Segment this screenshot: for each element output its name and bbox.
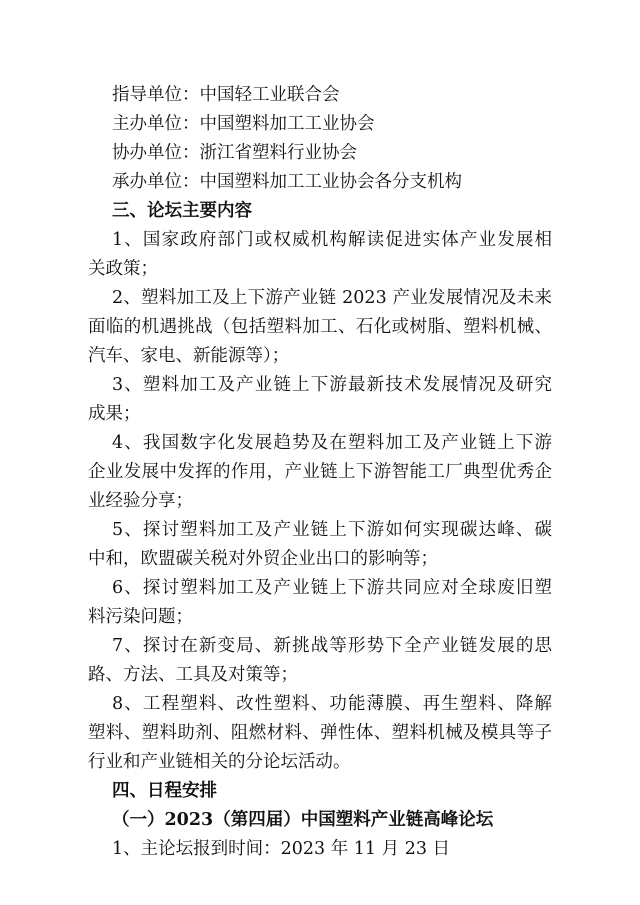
list-item-line: 业经验分享；: [88, 491, 193, 511]
list-item-line: 面临的机遇挑战（包括塑料加工、石化或树脂、塑料机械、: [88, 317, 552, 337]
section-heading-4: 四、日程安排: [112, 781, 217, 801]
subsection-heading: （一）2023（第四届）中国塑料产业链高峰论坛: [112, 810, 494, 830]
list-item-line: 料污染问题；: [88, 607, 193, 627]
organizer-label: 主办单位：: [112, 114, 200, 134]
organizer-value: 中国轻工业联合会: [199, 85, 340, 105]
list-item-line: 汽车、家电、新能源等）；: [88, 346, 290, 366]
list-item-line: 2、塑料加工及上下游产业链 2023 产业发展情况及未来: [112, 288, 552, 308]
organizer-host: [112, 112, 375, 136]
organizer-co-host: [112, 141, 357, 165]
organizer-label: 协办单位：: [112, 143, 200, 163]
schedule-item: 1、主论坛报到时间：2023 年 11 月 23 日: [112, 839, 451, 859]
organizer-value: 中国塑料加工工业协会: [199, 114, 375, 134]
list-item-line: 7、探讨在新变局、新挑战等形势下全产业链发展的思: [112, 636, 552, 656]
organizer-guide: [112, 83, 340, 107]
list-item-line: 6、探讨塑料加工及产业链上下游共同应对全球废旧塑: [112, 578, 552, 598]
list-item-line: 8、工程塑料、改性塑料、功能薄膜、再生塑料、降解: [112, 694, 552, 714]
list-item-line: 企业发展中发挥的作用，产业链上下游智能工厂典型优秀企: [88, 462, 552, 482]
list-item-line: 塑料、塑料助剂、阻燃材料、弹性体、塑料机械及模具等子: [88, 723, 552, 743]
list-item-line: 5、探讨塑料加工及产业链上下游如何实现碳达峰、碳: [112, 520, 552, 540]
organizer-label: 指导单位：: [112, 85, 200, 105]
organizer-undertaker: [112, 170, 462, 194]
organizer-value: 浙江省塑料行业协会: [199, 143, 357, 163]
list-item-line: 路、方法、工具及对策等；: [88, 665, 298, 685]
organizer-label: 承办单位：: [112, 172, 200, 192]
list-item-line: 3、塑料加工及产业链上下游最新技术发展情况及研究: [112, 375, 552, 395]
list-item-line: 4、我国数字化发展趋势及在塑料加工及产业链上下游: [112, 433, 552, 453]
list-item-line: 1、国家政府部门或权威机构解读促进实体产业发展相: [112, 230, 552, 250]
list-item-line: 关政策；: [88, 259, 158, 279]
organizer-value: 中国塑料加工工业协会各分支机构: [199, 172, 462, 192]
list-item-line: 成果；: [88, 404, 141, 424]
section-heading-3: 三、论坛主要内容: [112, 201, 252, 221]
list-item-line: 中和，欧盟碳关税对外贸企业出口的影响等；: [88, 549, 438, 569]
list-item-line: 行业和产业链相关的分论坛活动。: [88, 752, 351, 772]
